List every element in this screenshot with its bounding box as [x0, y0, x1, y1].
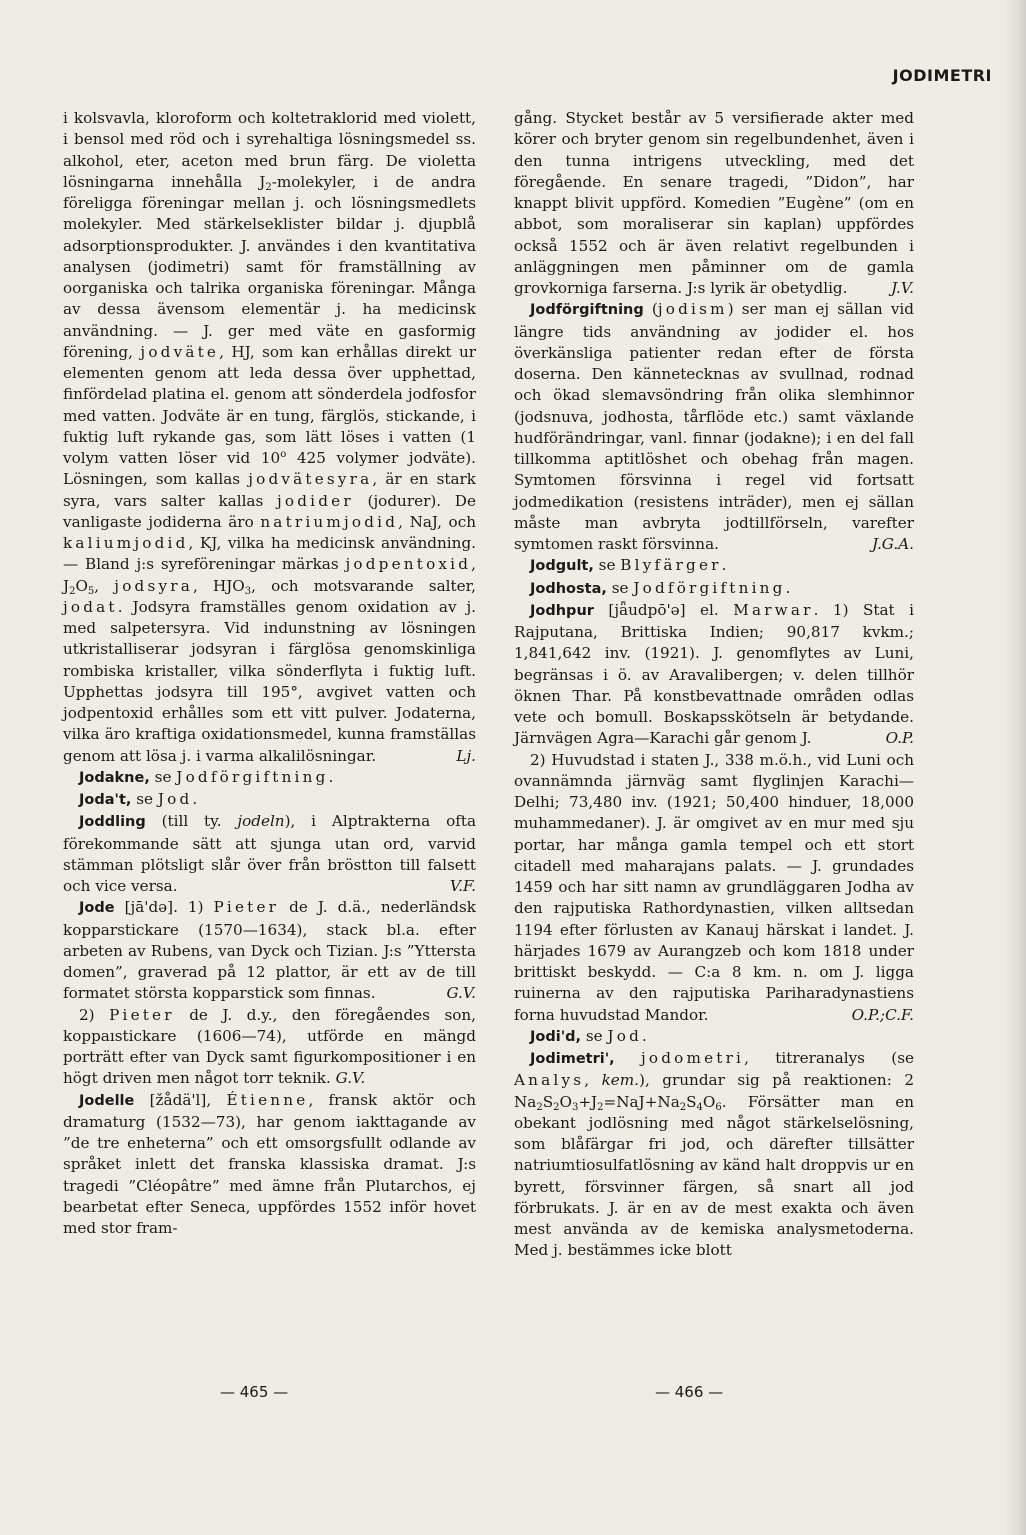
cross-reference: Blyfärger	[620, 556, 722, 575]
author-signature: J.G.A.	[872, 535, 914, 553]
author-signature: J.V.	[891, 279, 914, 297]
author-signature: O.P.;C.F.	[851, 1005, 914, 1024]
entry-jodakne: Jodakne, se Jodförgiftning.	[79, 767, 334, 786]
author-signature: G.V.	[335, 1069, 366, 1088]
headword: Jodgult,	[530, 558, 594, 575]
headword: Jode	[79, 900, 115, 917]
entry-jodhpur-1: Jodhpur [jǟudpō'ə] el. Marwar. 1) Stat i Rajputana, Brittiska Indien; 90,817 kvkm.; 1,841,642 inv. (1921). J. genomflytes av Luni, begränsas i ö. av Aravalibergen; v. delen tillhör öknen Thar. På konstbevattnade områden odlas vete och bomull. Boskapsskötseln är betydande. Järnvägen Agra—Karachi går genom J. O.P.	[514, 600, 914, 750]
headword: Jodhpur	[530, 602, 594, 619]
entry-jodhosta: Jodhosta, se Jodförgiftning.	[530, 578, 791, 597]
entry-jodelle-continuation: gång. Stycket består av 5 versifierade akter med körer och bryter genom sin regelbundenhet, även i den tunna intrigens utveckling, med det föregående. En senare tragedi, ”Didon”, har knappt blivit uppförd. Komedien ”Eugène” (om en abbot, som moraliserar sin kaplan) uppfördes också 1552 och är även relativt regelbunden i anläggningen men påminner om de gamla grovkorniga farserna. J:s lyrik är obetydlig. J.V.	[514, 108, 914, 299]
entry-joddling: Joddling (till ty. jodeln), i Alptrakterna ofta förekommande sätt att sjunga utan ord, varvid stämman plötsligt slår över från bröstton till falsett och vice versa. V.F.	[63, 811, 476, 897]
author-signature: V.F.	[449, 877, 476, 895]
headword: Jodelle	[79, 1092, 135, 1109]
entry-jod-continuation: i kolsvavla, kloroform och koltetraklorid med violett, i bensol med röd och i syrehaltiga lösningsmedel ss. alkohol, eter, aceton med brun färg. De violetta lösningarna innehålla $J_2$-molekyler, i de andra föreligga föreningar mellan j. och lösningsmedlets molekyler. Med stärkelseklister bildar j. djupblå adsorptionsprodukter. J. användes i den kvantitativa analysen (jodimetri) samt för framställning av oorganiska och talrika organiska föreningar. Många av dessa ävensom elementär j. ha medicinsk användning. — J. ger med väte en gasformig förening, jodväte, HJ, som kan erhållas direkt ur elementen genom att leda dessa över upphettad, finfördelad platina el. genom att sönderdela jodfosfor med vatten. Jodväte är en tung, färglös, stickande, i fuktig luft rykande gas, som lätt löses i vatten (1 volym vatten löser vid 10$^o$ 425 volymer jodväte). Lösningen, som kallas jodvätesyra, är en stark syra, vars salter kallas jodider (jodurer). De vanligaste jodiderna äro natriumjodid, NaJ, och kaliumjodid, KJ, vilka ha medicinsk användning. — Bland j:s syreföreningar märkas jodpentoxid, $J_2O_5$, jodsyra, $HJO_3$, och motsvarande salter, jodat. Jodsyra framställes genom oxidation av j. med salpetersyra. Vid indunstning av lösningen utkristalliserar jodsyran i färglösa genomskinliga rombiska kristaller, vilka sönderflyta i fuktig luft. Upphettas jodsyra till 195°, avgivet vatten och jodpentoxid erhålles som ett vitt pulver. Jodaterna, vilka äro kraftiga oxidationsmedel, kunna framställas genom att lösa j. i varma alkalilösningar. Lj.	[63, 108, 476, 767]
headword: Joddling	[79, 814, 146, 831]
headword: Joda't,	[79, 792, 132, 808]
headword: Jodi'd,	[530, 1028, 582, 1045]
entry-jodid: Jodi'd, se Jod.	[530, 1026, 647, 1045]
headword: Jodimetri',	[530, 1051, 615, 1067]
running-head: JODIMETRI	[892, 66, 992, 85]
cross-reference: Jod	[607, 1026, 643, 1045]
entry-jodgult: Jodgult, se Blyfärger.	[530, 556, 727, 575]
entry-jode-1: Jode [jā'də]. 1) Pieter de J. d.ä., nederländsk kopparstickare (1570—1634), stack bl.a. efter arbeten av Rubens, van Dyck och Tizian. J:s ”Yttersta domen”, graverad på 12 plattor, är ett av de till formatet största kopparstick som finnas. G.V.	[63, 897, 476, 1004]
book-spine-shadow	[1004, 0, 1026, 1535]
headword: Jodakne,	[79, 769, 150, 786]
cross-reference: Jodförgiftning	[633, 578, 786, 597]
entry-jodelle: Jodelle [žådä'l], Étienne, fransk aktör och dramaturg (1532—73), har genom iakttagande av ”de tre enheterna” och ett omsorgsfullt odlande av språket inlett det franska klassiska dramat. J:s tragedi ”Cléopâtre” med ämne från Plutarchos, ej bearbetat efter Seneca, uppfördes 1552 inför hovet med stor fram-	[63, 1090, 476, 1237]
headword: Jodhosta,	[530, 580, 607, 597]
entry-jodat: Joda't, se Jod.	[79, 790, 198, 808]
cross-reference: Jodförgiftning	[176, 767, 329, 786]
page-number-left: — 465 —	[220, 1383, 289, 1401]
entry-jodhpur-2: 2) Huvudstad i staten J., 338 m.ö.h., vid Luni och ovannämnda järnväg samt flyglinjen Karachi—Delhi; 73,480 inv. (1921; 50,400 hinduer, 18,000 muhammedaner). J. är omgivet av en mur med sju portar, har många gamla tempel och ett stort citadell med maharajans palats. — J. grundades 1459 och har sitt namn av grundläggaren Jodha av den rajputiska Rathordynastien, vilken alltsedan 1194 efter förlusten av Kanauj härskat i landet. J. härjades 1679 av Aurangzeb och kom 1818 under brittiskt beskydd. — C:a 8 km. n. om J. ligga ruinerna av den rajputiska Pariharadynastiens forna huvudstad Mandor. O.P.;C.F.	[514, 750, 914, 1026]
author-signature: G.V.	[446, 984, 476, 1003]
page-number-right: — 466 —	[655, 1383, 724, 1401]
author-signature: Lj.	[456, 746, 476, 765]
left-column	[63, 108, 476, 1239]
author-signature: O.P.	[885, 729, 914, 748]
cross-reference: Jod	[157, 790, 193, 808]
entry-jodforgiftning: Jodförgiftning (jodism) ser man ej sällan vid längre tids användning av jodider el. hos överkänsliga patienter redan efter de första doserna. Den kännetecknas av svullnad, rodnad och ökad slemavsöndring från olika slemhinnor (jodsnuva, jodhosta, tårflöde etc.) samt växlande hudförändringar, vanl. finnar (jodakne); i en del fall tillkomma aptitlöshet och obehag från magen. Symtomen försvinna i regel vid fortsatt jodmedikation (resistens inträder), men ej sällan måste man avbryta jodtillförseln, varefter symtomen raskt försvinna. J.G.A.	[514, 299, 914, 555]
headword: Jodförgiftning	[530, 302, 644, 319]
entry-jodimetri: Jodimetri', jodometri, titreranalys (se Analys, kem.), grundar sig på reaktionen: 2 $Na_2S_2O_3+J_2=NaJ+Na_2S_4O_6$. Försätter man en obekant jodlösning med något stärkelselösning, som blåfärgar fri jod, och därefter tillsätter natriumtiosulfatlösning av känd halt droppvis ur en byrett, försvinner färgen, så snart all jod förbrukats. J. är en av de mest exakta och även mest använda av de kemiska analysmetoderna. Med j. bestämmes icke blott	[514, 1049, 914, 1260]
entry-jode-2: 2) Pieter de J. d.y., den föregåendes son, koppaıstickare (1606—74), utförde en mängd porträtt efter van Dyck samt figurkompositioner i en högt driven men något torr teknik. G.V.	[63, 1005, 477, 1088]
cross-reference: Analys	[514, 1071, 585, 1090]
right-column	[514, 108, 914, 1262]
